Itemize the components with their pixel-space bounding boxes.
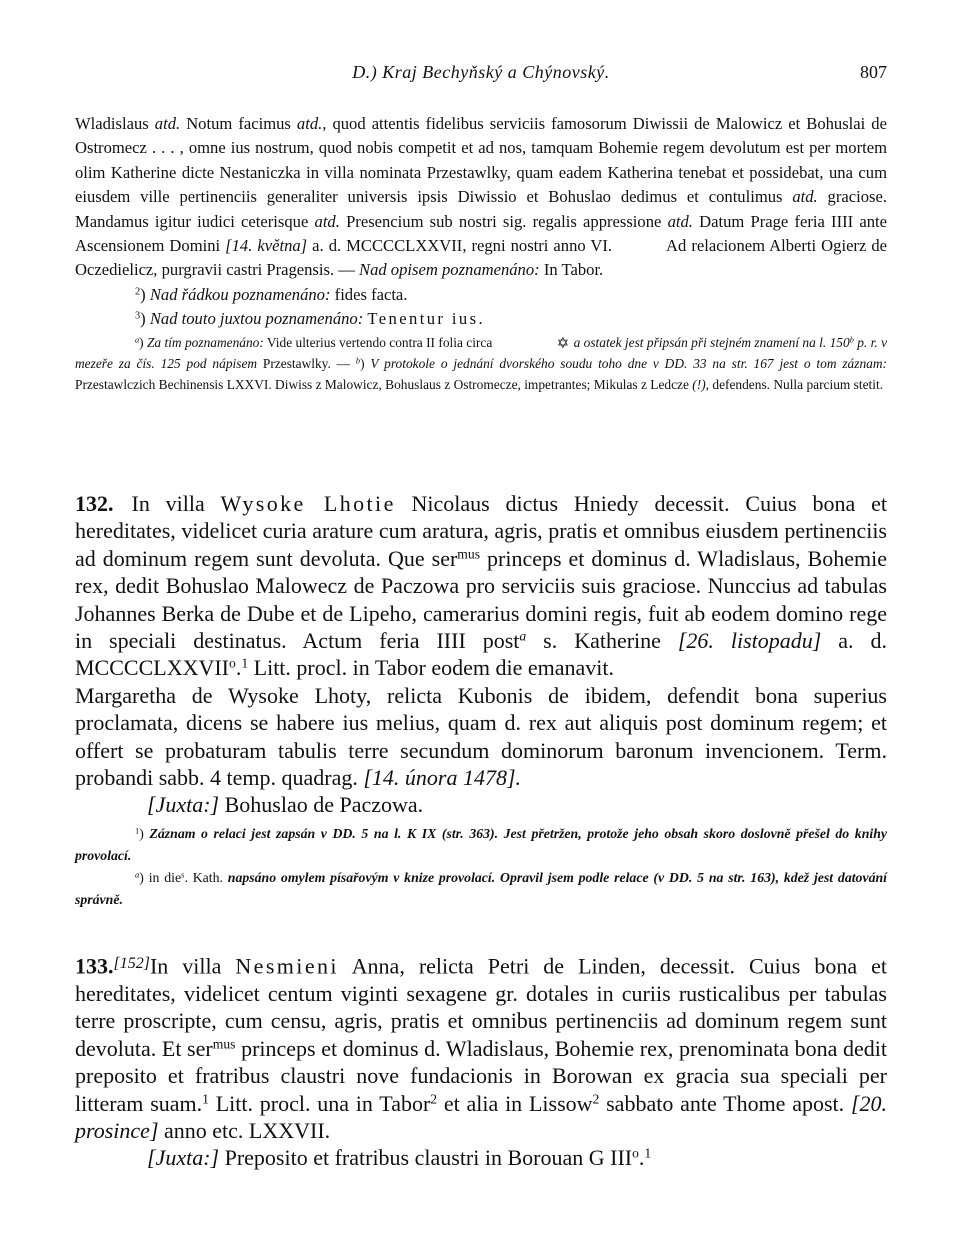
entry-132-text: 132. In villa Wysoke Lhotie Nicolaus dictus Hniedy decessit. Cuius bona et hereditates, videlicet curia arature cum aratura, agris, pratis et omnibus eiusdem pertinenciis ad dominum regem sunt devoluta. Que ser$^{mus}$ princeps et dominus d. Wladislaus, Bohemie rex, dedit Bohuslao Malowecz de Paczowa pro serviciis suis graciose. Nunccius ad tabulas Johannes Berka de Dube et de Lipeho, camerarius domini regis, fuit ab eodem domino rege in speciali destinatus. Actum feria IIII post$^a$ s. Katherine [26. listopadu] a. d. MCCCCLXXVII$^o$.$^1$ Litt. procl. in Tabor eodem die emanavit. [75, 491, 888, 681]
entry-133-text: 133.[152]In villa Nesmieni Anna, relicta Petri de Linden, decessit. Cuius bona et hereditates, videlicet centum viginti sexagene gr. dotales in curiis rusticalibus per tabulas terre proscripte, cum censu, agris, pratis et omnibus pertinenciis ad dominum regem sunt devoluta. Et ser$^{mus}$ princeps et dominus d. Wladislaus, Bohemie rex, prenominata bona dedit preposito et fratribus claustri nove fundacionis in Borowan ex gracia sua speciali per litteram suam.$^1$ Litt. procl. una in Tabor$^2$ et alia in Lissow$^2$ sabbato ante Thome apost. [20. prosince] anno etc. LXXVII. [75, 953, 887, 1144]
entry-number: 132. [75, 491, 114, 516]
entry-133-juxta: [Juxta:] Preposito et fratribus claustri in Borouan G III$^o$.$^1$ [147, 1145, 652, 1171]
running-title: D.) Kraj Bechyňský a Chýnovský. [352, 62, 610, 82]
previous-entry-continuation [75, 112, 887, 395]
entry-133 [75, 950, 887, 1172]
footnote-3: $^3$) Nad touto juxtou poznamenáno: Tenentur ius. [135, 309, 485, 329]
entry-132-footnotes: $^1$) Záznam o relaci jest zapsán v DD. 5 na l. K IX (str. 363). Jest přetržen, protože jeho obsah skoro doslovně přešel do knihy provolací. $^a$) in die$^s$. Kath. napsáno omylem písařovým v knize provolací. Opravil jsem podle relace (v DD. 5 na str. 163), kdež jest datování správně. [75, 825, 887, 907]
running-header [75, 62, 887, 88]
entry-132-juxta: [Juxta:] Bohuslao de Paczowa. [147, 792, 424, 818]
star-of-david-icon: ✡ [556, 335, 570, 352]
entry-132 [75, 490, 887, 911]
footnote-2: $^2$) Nad řádkou poznamenáno: fides facta. [135, 284, 408, 304]
charter-text: Wladislaus atd. Notum facimus atd., quod attentis fidelibus serviciis famosorum Diwissii de Malowicz et Bohuslai de Ostromecz . . . , omne ius nostrum, quod nobis competit et ad nos, tamquam Bohemie regem devolutum est per mortem olim Katherine dicte Nestaniczka in villa nominata Przestawlky, quam eadem Katherina tenebat et possidebat, una cum eiusdem ville pertinenciis generaliter universis ipsis Diwissio et Bohuslao dedimus et contulimus atd. graciose. Mandamus igitur iudici ceterisque atd. Presencium sub nostri sig. regalis appressione atd. Datum Prage feria IIII ante Ascensionem Domini [14. května] a. d. MCCCCLXXVII, regni nostri anno VI. Ad relacionem Alberti Ogierz de Oczedielicz, purgravii castri Pragensis. — Nad opisem poznamenáno: In Tabor. [75, 114, 888, 280]
page-number: 807 [860, 62, 887, 82]
entry-132-defense: Margaretha de Wysoke Lhoty, relicta Kubonis de ibidem, defendit bona superius proclamata, dicens se habere ius melius, quam d. rex aut aliquis post dominum regem; et offert se probaturam tabulis terre secundum dominorum baronum invencionem. Term. probandi sabb. 4 temp. quadrag. [14. února 1478]. [75, 682, 887, 791]
textual-notes: $^a$) Za tím poznamenáno: Vide ulterius vertendo contra II folia circa ✡ a ostatek jest připsán při stejném znamení na l. 150$^b$ p. r. v mezeře za čís. 125 pod nápisem Przestawlky. — $^b$) V protokole o jednání dvorského soudu toho dne v DD. 33 na str. 167 jest o tom záznam: Przestawlczich Bechinensis LXXVI. Diwiss z Malowicz, Bohuslaus z Ostromecze, impetrantes; Mikulas z Ledcze (!), defendens. Nulla parcium stetit. [75, 334, 888, 393]
entry-number: 133. [75, 953, 114, 979]
